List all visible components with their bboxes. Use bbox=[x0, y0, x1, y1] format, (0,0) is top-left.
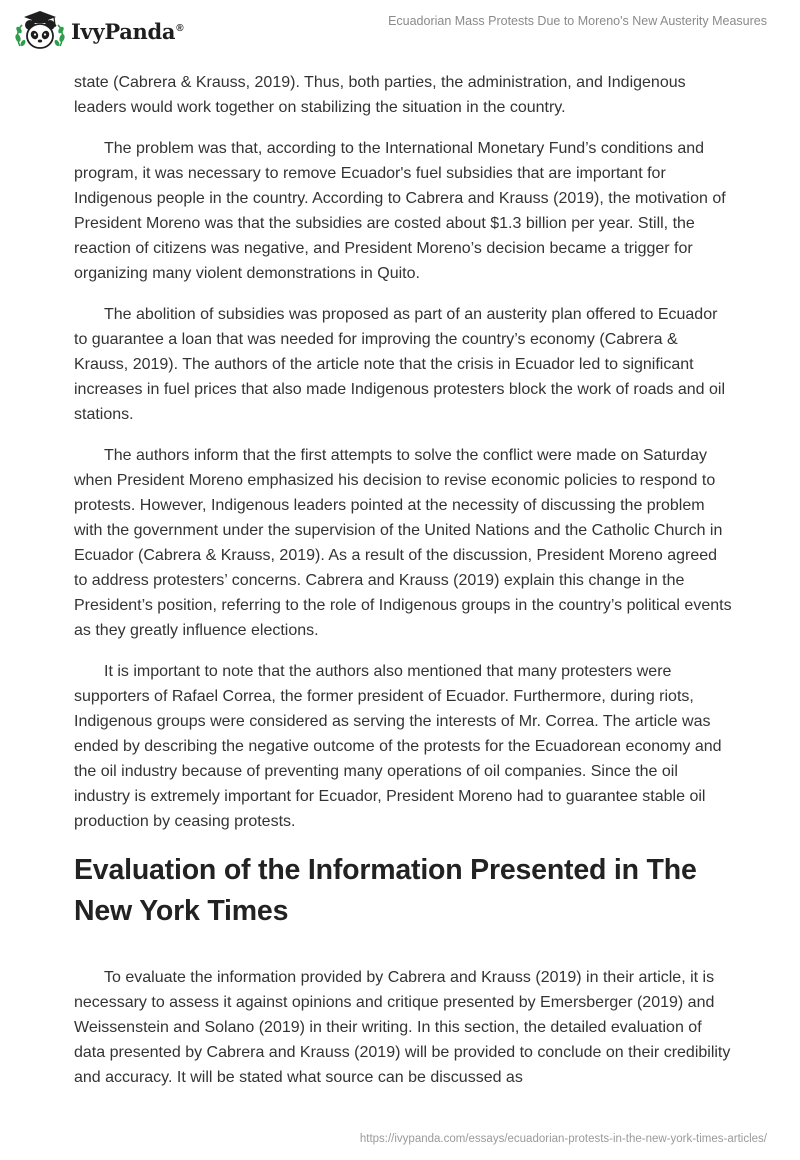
brand-name: IvyPanda® bbox=[71, 18, 184, 44]
paragraph-5: It is important to note that the authors also mentioned that many protesters were supporters of Rafael Correa, the former president of Ecuador. Furthermore, during riots, Indigenous groups were considered as serving the interests of Mr. Correa. The article was ended by describing the negative outcome of the protests for the Ecuadorean economy and the oil industry because of preventing many operations of oil companies. Since the oil industry is extremely important for Ecuador, President Moreno had to guarantee stable oil production by ceasing protests. bbox=[74, 663, 722, 830]
document-title: Ecuadorian Mass Protests Due to Moreno's New Austerity Measures bbox=[388, 14, 767, 28]
paragraph-3: The abolition of subsidies was proposed as part of an austerity plan offered to Ecuador to guarantee a loan that was needed for improving the country’s economy (Cabrera & Krauss, 2019). The authors of the article note that the crisis in Ecuador led to significant increases in fuel prices that also made Indigenous protesters block the work of roads and oil stations. bbox=[74, 306, 726, 423]
section-heading: Evaluation of the Information Presented in The New York Times bbox=[74, 854, 697, 927]
source-url[interactable]: https://ivypanda.com/essays/ecuadorian-protests-in-the-new-york-times-articles/ bbox=[359, 1133, 767, 1145]
panda-logo-icon bbox=[14, 8, 66, 52]
paragraph-1: state (Cabrera & Krauss, 2019). Thus, both parties, the administration, and Indigenous leaders would work together on stabilizing the situation in the country. bbox=[74, 74, 686, 116]
essay-content bbox=[74, 70, 734, 1106]
paragraph-4: The authors inform that the first attempts to solve the conflict were made on Saturday when President Moreno emphasized his decision to revise economic policies to respond to protests. However, Indigenous leaders pointed at the necessity of discussing the problem with the government under the supervision of the United Nations and the Catholic Church in Ecuador (Cabrera & Krauss, 2019). As a result of the discussion, President Moreno agreed to address protesters’ concerns. Cabrera and Krauss (2019) explain this change in the President’s position, referring to the role of Indigenous groups in the country’s political events as they greatly influence elections. bbox=[74, 447, 732, 639]
section-paragraph-1: To evaluate the information provided by Cabrera and Krauss (2019) in their article, it is necessary to assess it against opinions and critique presented by Emersberger (2019) and Weissenstein and Solano (2019) in their writing. In this section, the detailed evaluation of data presented by Cabrera and Krauss (2019) will be provided to conclude on their credibility and accuracy. It will be stated what source can be discussed as bbox=[74, 969, 731, 1086]
page-header bbox=[0, 0, 800, 60]
paragraph-2: The problem was that, according to the International Monetary Fund’s conditions and program, it was necessary to remove Ecuador's fuel subsidies that are important for Indigenous people in the country. According to Cabrera and Krauss (2019), the motivation of President Moreno was that the subsidies are costed about $1.3 billion per year. Still, the reaction of citizens was negative, and President Moreno’s decision became a trigger for organizing many violent demonstrations in Quito. bbox=[74, 140, 726, 282]
ivypanda-logo[interactable] bbox=[14, 8, 183, 52]
